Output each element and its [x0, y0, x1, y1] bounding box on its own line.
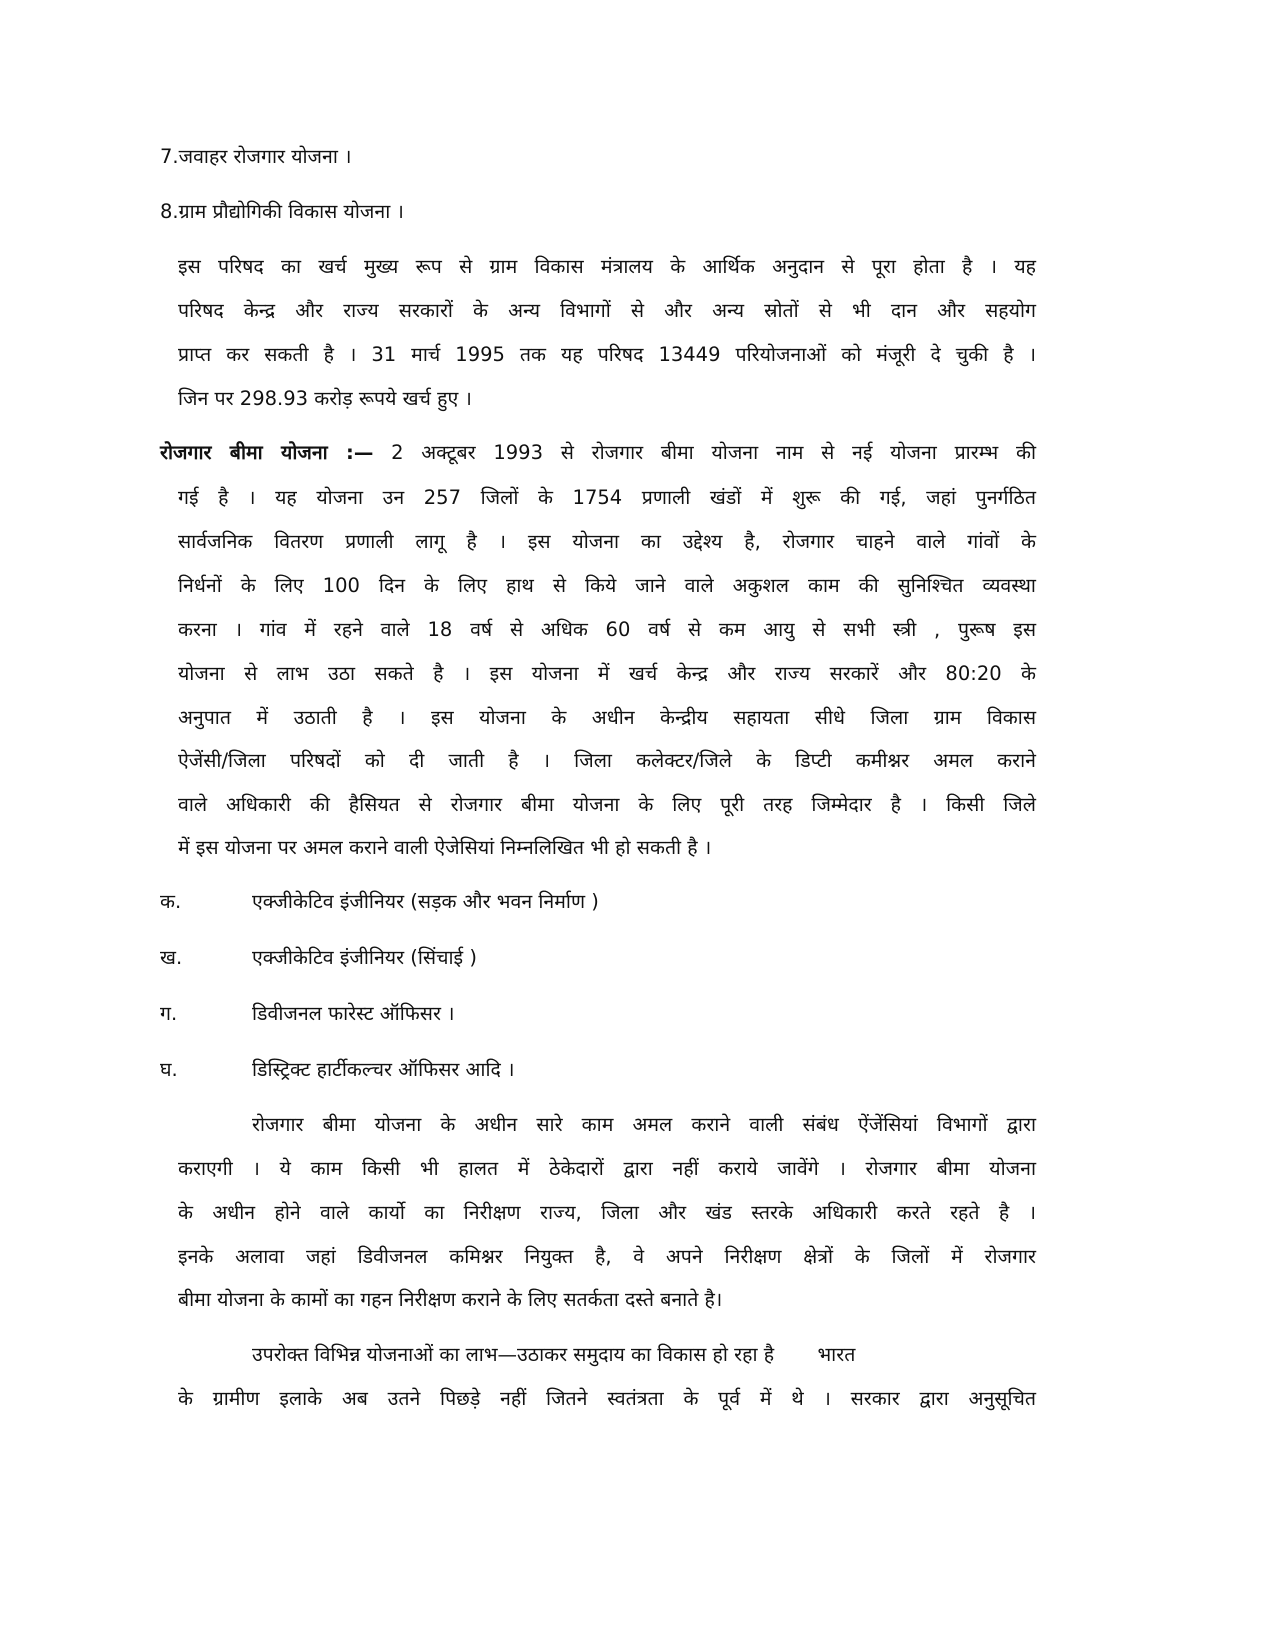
para1-line-1: इस परिषद का खर्च मुख्य रूप से ग्राम विकास मंत्रालय के आर्थिक अनुदान से पूरा होता है । यह [178, 255, 1036, 278]
para1-line-4: जिन पर 298.93 करोड़ रूपये खर्च हुए । [178, 387, 472, 410]
section-line: करना । गांव में रहने वाले 18 वर्ष से अधिक 60 वर्ष से कम आयु से सभी स्त्री , पुरूष इस [178, 618, 1036, 641]
para3-line-2: के ग्रामीण इलाके अब उतने पिछड़े नहीं जितने स्वतंत्रता के पूर्व में थे । सरकार द्वारा अनुसूचित [178, 1387, 1036, 1410]
para2-line-3: के अधीन होने वाले कार्यो का निरीक्षण राज्य, जिला और खंड स्तरके अधिकारी करते रहते है । [178, 1201, 1036, 1224]
section-line: योजना से लाभ उठा सकते है । इस योजना में खर्च केन्द्र और राज्य सरकारें और 80:20 के [178, 662, 1036, 685]
section-line: गई है । यह योजना उन 257 जिलों के 1754 प्रणाली खंडों में शुरू की गई, जहां पुनर्गठित [178, 486, 1036, 509]
section-line: अनुपात में उठाती है । इस योजना के अधीन केन्द्रीय सहायता सीधे जिला ग्राम विकास [178, 706, 1036, 729]
para1-line-2: परिषद केन्द्र और राज्य सरकारों के अन्य विभागों से और अन्य स्रोतों से भी दान और सहयोग [178, 299, 1036, 322]
agency-text: एक्जीकेटिव इंजीनियर (सड़क और भवन निर्माण ) [252, 890, 599, 913]
section-line: सार्वजनिक वितरण प्रणाली लागू है । इस योजना का उद्देश्य है, रोजगार चाहने वाले गांवों के [178, 530, 1036, 553]
para2-line-5: बीमा योजना के कामों का गहन निरीक्षण कराने के लिए सतर्कता दस्ते बनाते है। [178, 1288, 723, 1311]
agency-letter: क. [160, 890, 182, 913]
section-line: ऐजेंसी/जिला परिषदों को दी जाती है । जिला कलेक्टर/जिले के डिप्टी कमीश्नर अमल कराने [178, 749, 1036, 772]
agency-text: एक्जीकेटिव इंजीनियर (सिंचाई ) [252, 946, 477, 969]
agency-text: डिस्ट्रिक्ट हार्टीकल्चर ऑफिसर आदि । [252, 1058, 515, 1081]
list-item-7: 7.जवाहर रोजगार योजना । [160, 145, 352, 168]
agency-letter: ग. [160, 1002, 178, 1025]
para2-line-1: रोजगार बीमा योजना के अधीन सारे काम अमल कराने वाली संबंध ऐंजेंसियां विभागों द्वारा [252, 1113, 1036, 1136]
agency-letter: ख. [160, 946, 183, 969]
section-first-line-text: 2 अक्टूबर 1993 से रोजगार बीमा योजना नाम से नई योजना प्रारम्भ की [391, 441, 1037, 464]
para2-line-2: कराएगी । ये काम किसी भी हालत में ठेकेदारों द्वारा नहीं कराये जावेंगे । रोजगार बीमा योजना [178, 1157, 1036, 1180]
para1-line-3: प्राप्त कर सकती है । 31 मार्च 1995 तक यह परिषद 13449 परियोजनाओं को मंजूरी दे चुकी है । [178, 343, 1036, 366]
section-heading: रोजगार बीमा योजना :— [160, 441, 374, 464]
para2-line-4: इनके अलावा जहां डिवीजनल कमिश्नर नियुक्त है, वे अपने निरीक्षण क्षेत्रों के जिलों में रोजगार [178, 1245, 1036, 1268]
section-first-line [160, 438, 1036, 468]
list-item-8: 8.ग्राम प्रौद्योगिकी विकास योजना । [160, 200, 404, 223]
agency-letter: घ. [160, 1058, 178, 1081]
section-line: निर्धनों के लिए 100 दिन के लिए हाथ से किये जाने वाले अकुशल काम की सुनिश्चित व्यवस्था [178, 574, 1036, 597]
section-line: में इस योजना पर अमल कराने वाली ऐजेसियां निम्नलिखित भी हो सकती है । [178, 836, 712, 859]
para3-line-1: उपरोक्त विभिन्न योजनाओं का लाभ—उठाकर समुदाय का विकास हो रहा है भारत [252, 1343, 856, 1366]
section-line: वाले अधिकारी की हैसियत से रोजगार बीमा योजना के लिए पूरी तरह जिम्मेदार है । किसी जिले [178, 793, 1036, 816]
agency-text: डिवीजनल फारेस्ट ऑफिसर । [252, 1002, 455, 1025]
